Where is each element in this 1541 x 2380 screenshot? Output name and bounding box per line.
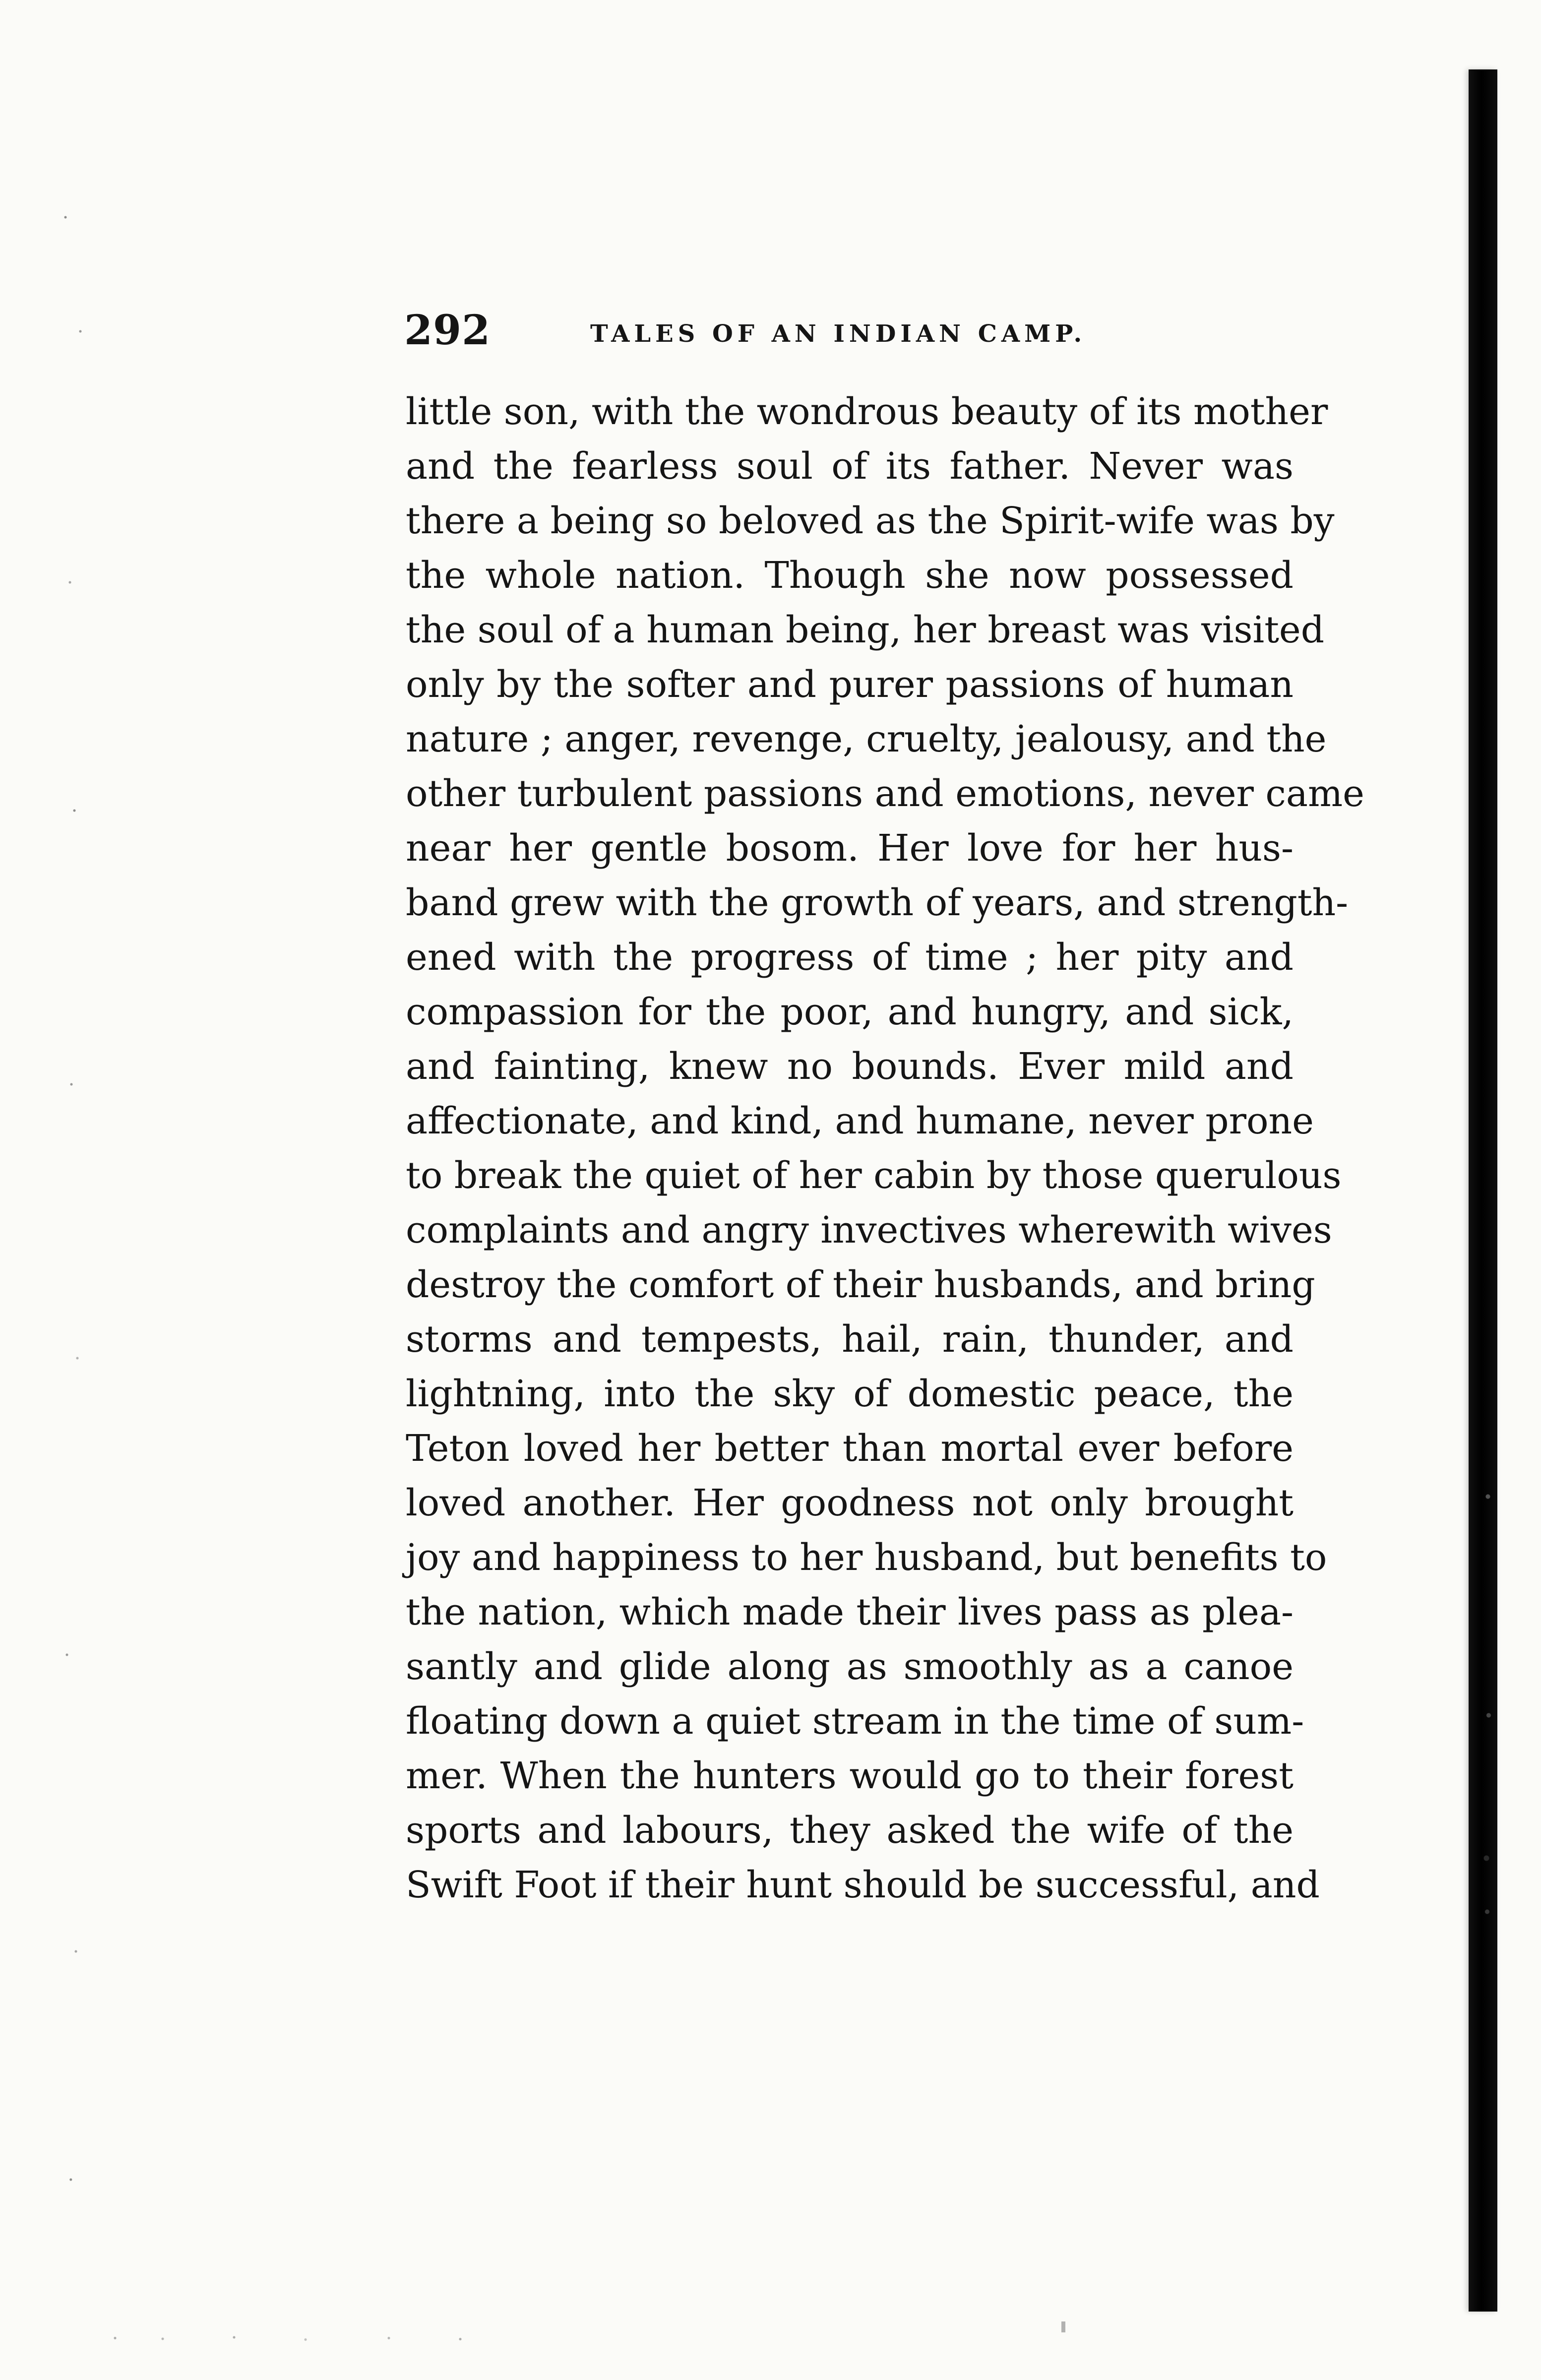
text-line-12: compassion for the poor, and hungry, and sick, xyxy=(406,991,1294,1033)
page-number: 292 xyxy=(404,307,491,354)
text-line-27: sports and labours, they asked the wife of the xyxy=(406,1809,1294,1852)
text-line-13: and fainting, knew no bounds. Ever mild and xyxy=(406,1045,1294,1088)
text-line-16: complaints and angry invectives wherewith wives xyxy=(406,1209,1332,1252)
text-line-22: joy and happiness to her husband, but benefits to xyxy=(406,1536,1327,1579)
text-line-21: loved another. Her goodness not only brought xyxy=(406,1482,1294,1524)
body-text xyxy=(406,384,1364,1912)
right-margin-marks xyxy=(1480,1483,1495,1930)
text-line-4: the whole nation. Though she now possessed xyxy=(406,554,1294,597)
text-line-9: near her gentle bosom. Her love for her hus- xyxy=(406,827,1294,870)
header-title: TALES OF AN INDIAN CAMP. xyxy=(590,320,1087,348)
text-line-17: destroy the comfort of their husbands, and bring xyxy=(406,1263,1315,1306)
text-line-15: to break the quiet of her cabin by those querulous xyxy=(406,1154,1342,1197)
bottom-center-mark xyxy=(1061,2321,1065,2332)
text-line-23: the nation, which made their lives pass as plea- xyxy=(406,1591,1294,1633)
text-line-25: floating down a quiet stream in the time of sum- xyxy=(406,1700,1304,1743)
text-line-3: there a being so beloved as the Spirit-wife was by xyxy=(406,500,1335,542)
book-spine-edge xyxy=(1469,69,1497,2312)
text-line-20: Teton loved her better than mortal ever before xyxy=(406,1427,1294,1470)
text-line-10: band grew with the growth of years, and strength- xyxy=(406,881,1349,924)
text-line-26: mer. When the hunters would go to their forest xyxy=(406,1754,1294,1797)
text-line-7: nature ; anger, revenge, cruelty, jealousy, and the xyxy=(406,718,1327,760)
left-page-speckles xyxy=(60,35,89,2317)
text-line-11: ened with the progress of time ; her pity and xyxy=(406,936,1294,979)
bottom-margin-speckles xyxy=(79,2331,675,2346)
text-line-24: santly and glide along as smoothly as a canoe xyxy=(406,1645,1294,1688)
text-line-19: lightning, into the sky of domestic peace, the xyxy=(406,1373,1294,1415)
text-line-14: affectionate, and kind, and humane, never prone xyxy=(406,1100,1314,1142)
text-line-18: storms and tempests, hail, rain, thunder, and xyxy=(406,1318,1294,1361)
text-line-28: Swift Foot if their hunt should be successful, and xyxy=(406,1864,1320,1906)
text-line-5: the soul of a human being, her breast was visited xyxy=(406,609,1325,651)
text-line-1: little son, with the wondrous beauty of its mother xyxy=(406,390,1328,433)
text-line-2: and the fearless soul of its father. Never was xyxy=(406,445,1294,488)
text-line-6: only by the softer and purer passions of human xyxy=(406,663,1294,706)
running-head xyxy=(404,307,1347,365)
text-line-8: other turbulent passions and emotions, never came xyxy=(406,772,1364,815)
